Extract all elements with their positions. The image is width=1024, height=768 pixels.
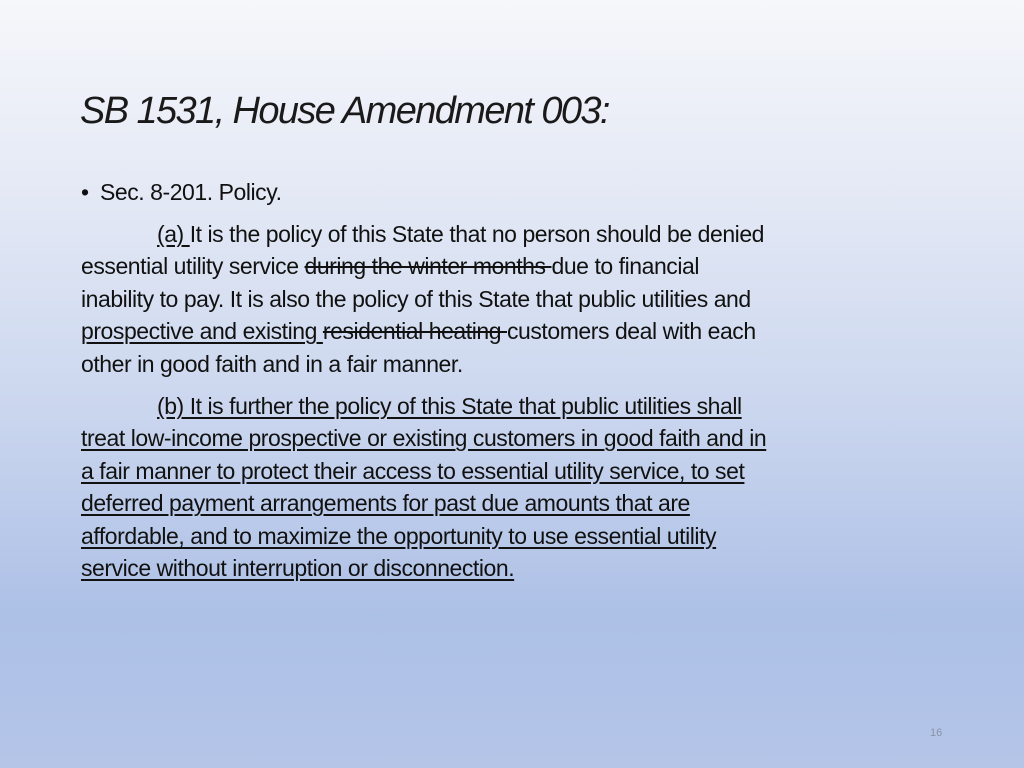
text-line <box>81 422 766 454</box>
text-segment: essential utility service <box>81 253 305 280</box>
inserted-text: (b) It is further the policy of this State that public utilities shall <box>157 392 742 419</box>
bullet-item <box>81 176 766 208</box>
inserted-text: service without interruption or disconnection. <box>81 554 515 581</box>
text-segment: due to financial <box>551 253 700 280</box>
text-line <box>81 520 766 552</box>
inserted-text: a fair manner to protect their access to essential utility service, to set <box>81 457 745 484</box>
text-segment: customers deal with each <box>506 318 756 345</box>
text-line <box>81 250 766 282</box>
text-line <box>81 455 766 487</box>
text-line <box>81 552 766 584</box>
paragraph-b <box>81 390 766 584</box>
page-number: 16 <box>930 727 943 739</box>
text-segment: It is the policy of this State that no person should be denied <box>189 221 765 247</box>
text-line <box>81 283 766 315</box>
text-line <box>81 487 766 519</box>
inserted-text: treat low-income prospective or existing customers in good faith and in <box>81 425 767 452</box>
text-segment: inability to pay. It is also the policy of this State that public utilities and <box>81 285 751 312</box>
inserted-text: deferred payment arrangements for past due amounts that are <box>81 490 690 517</box>
deleted-text: residential heating <box>322 318 507 345</box>
text-line <box>81 348 766 380</box>
slide-body <box>81 176 766 584</box>
text-line <box>81 315 766 347</box>
inserted-text: (a) <box>157 221 190 247</box>
text-line <box>81 218 766 250</box>
inserted-text: affordable, and to maximize the opportunity to use essential utility <box>81 522 717 549</box>
bullet-text: Sec. 8-201. Policy. <box>100 179 282 205</box>
text-segment: other in good faith and in a fair manner. <box>81 350 463 377</box>
text-line <box>81 390 766 422</box>
inserted-text: prospective and existing <box>81 318 323 345</box>
deleted-text: during the winter months <box>304 253 552 280</box>
paragraph-a <box>81 218 766 380</box>
slide-title: SB 1531, House Amendment 003: <box>80 90 609 132</box>
bullet-dot-icon: • <box>81 179 89 205</box>
